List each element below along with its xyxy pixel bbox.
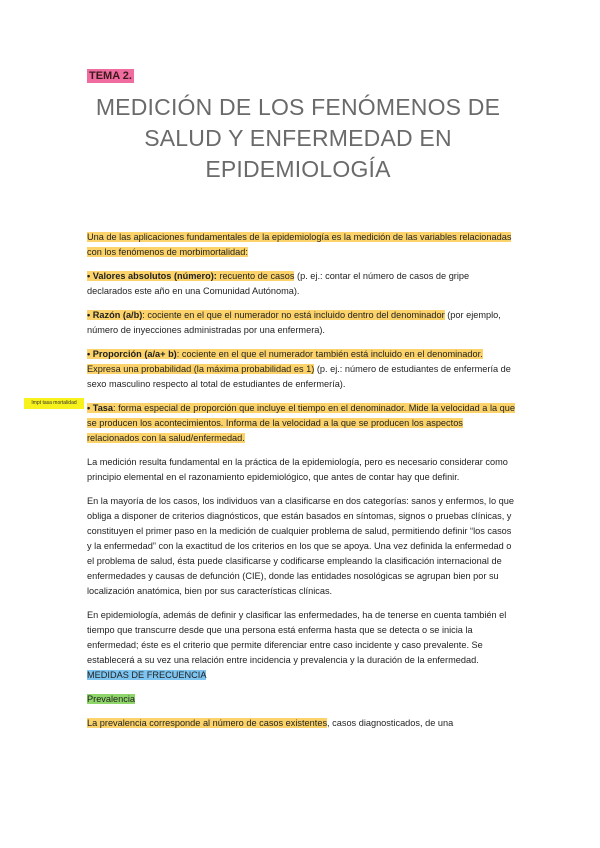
topic-label: TEMA 2. — [89, 70, 132, 82]
paragraph-2: En la mayoría de los casos, los individuos van a clasificarse en dos categorías: sanos y enfermos, lo que obliga a disponer de criterios diagnósticos, que están basados en síntomas, signos o pruebas clínicas, y constituyen el primer paso en la medición de cualquier problema de salud, permitiendo definir “los casos y la enfermedad” con la exactitud de los criterios en los que se apoya. Una vez definida la enfermedad o el problema de salud, ésta puede clasificarse y codificarse empleando la clasificación internacional de enfermedades y causas de defunción (CIE), donde las entidades nosológicas se agrupan bien por su localización anatómica, bien por sus características clínicas. — [87, 496, 514, 596]
valores-label: • Valores absolutos (número): — [87, 271, 217, 281]
document-body — [87, 230, 515, 740]
intro-paragraph — [87, 230, 515, 260]
margin-comment[interactable]: Impt tasa mortalidad — [24, 398, 84, 409]
intro-highlight: Una de las aplicaciones fundamentales de la epidemiología es la medición de las variables relacionadas con los fenómenos de morbimortalidad: — [87, 232, 512, 257]
tasa-item: • Tasa: forma especial de proporción que incluye el tiempo en el denominador. Mide la velocidad a la que se producen los acontecimientos. Informa de la velocidad a la que se producen los aspectos relacionados con la salud/enfermedad. — [87, 403, 515, 443]
paragraph-3: En epidemiología, además de definir y clasificar las enfermedades, ha de tenerse en cuenta también el tiempo que transcurre desde que una persona está enferma hasta que se detecta o se inicia la enfermedad; éste es el criterio que permite diferenciar entre caso incidente y caso prevalente. Se establecerá a su vez una relación entre incidencia y prevalencia y la duración de la enfermedad. — [87, 610, 507, 665]
last-paragraph: La prevalencia corresponde al número de casos existentes, casos diagnosticados, de una — [87, 718, 454, 728]
tasa-label: • Tasa — [87, 403, 114, 413]
razon-label: • Razón (a/b) — [87, 310, 143, 320]
paragraph-1: La medición resulta fundamental en la práctica de la epidemiología, pero es necesario considerar como principio elemental en el razonamiento epidemiológico, que antes de contar hay que definir. — [87, 457, 508, 482]
proporcion-label: • Proporción (a/a+ b) — [87, 349, 177, 359]
valores-item: • Valores absolutos (número): recuento de casos (p. ej.: contar el número de casos de gripe declarados este año en una Comunidad Autónoma). — [87, 271, 470, 296]
razon-item: • Razón (a/b): cociente en el que el numerador no está incluido dentro del denominador (por ejemplo, número de inyecciones administradas por una enfermera). — [87, 310, 501, 335]
section-heading-prevalencia: Prevalencia — [87, 694, 136, 704]
section-heading-medidas: MEDIDAS DE FRECUENCIA — [87, 670, 207, 680]
proporcion-item: • Proporción (a/a+ b): cociente en el que el numerador también está incluido en el denominador. Expresa una probabilidad (la máxima probabilidad es 1) (p. ej.: número de estudiantes de enfermería de sexo masculino respecto al total de estudiantes de enfermería). — [87, 349, 511, 389]
page-title: MEDICIÓN DE LOS FENÓMENOS DE SALUD Y ENFERMEDAD EN EPIDEMIOLOGÍA — [95, 94, 501, 182]
